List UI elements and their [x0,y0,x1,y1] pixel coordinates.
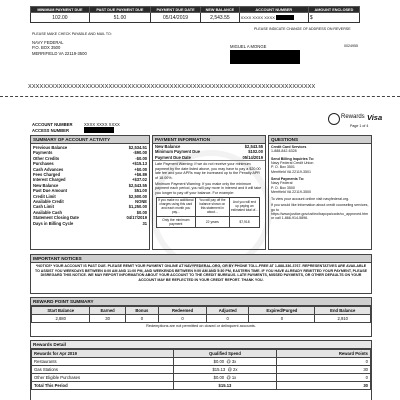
rewards-multiplier: @ 1x [226,375,237,380]
reward-summary-header: Redeemed [158,307,206,315]
payoff-cell: Only the minimum payment [157,216,196,227]
brand-visa: Visa [367,113,383,122]
rewards-detail-header: Qualified Spend [174,350,276,358]
payments-line: P. O. Box 3500 [271,185,295,190]
summary-row-value: $2,543.55 [128,182,147,188]
summary-row-label: Available Cash [33,209,62,215]
amount-enclosed-field[interactable] [308,13,359,23]
tear-line [0,96,400,97]
brand-rewards: Rewards [341,114,365,120]
payment-info-title: PAYMENT INFORMATION [153,136,265,144]
stub-header: ACCOUNT NUMBER [239,7,308,13]
reward-summary-value: 2,910 [315,315,371,323]
payee-city: MERRIFIELD VA 22119-3500 [32,50,87,56]
summary-row-label: Statement Closing Date [33,215,79,221]
cs-phone: 1-888-842-6328 [271,149,297,154]
rewards-total-row [32,382,371,390]
summary-row-value: $2,534.51 [128,145,147,150]
payoff-header: You will pay off the balance shown on this statement in about... [195,198,229,216]
rewards-detail-header: Rewards for Apr 2019 [32,350,174,358]
rewards-detail-header-row [32,350,371,358]
reward-summary-header: Adjusted [207,307,249,315]
reward-summary-value-row [32,315,371,323]
rewards-spend-amount: $0.00 [213,359,225,364]
rewards-spend [174,366,276,374]
summary-row-label: Payments [33,150,53,156]
amount-enclosed-symbol: $ [309,14,313,21]
cs-label: Credit Card Services [271,145,307,149]
billing-line: Navy Federal Credit Union [271,160,314,165]
payee-po: P.O. BOX 3500 [32,45,61,51]
rewards-total-spend: $15.13 [174,382,276,390]
rewards-total-label: Total This Period [32,382,174,390]
redaction [230,50,300,64]
notices-text: *NOTICE* YOUR ACCOUNT IS PAST DUE. PLEASE REMIT YOUR PAYMENT ONLINE AT NAVYFEDERAL.ORG, OR BY PHONE TOLL-FREE AT 1-888-336-3767. REPRESENTATIVES ARE AVAILABLE TO ASSIST YOU WEEKDAYS BETWEEN 8:00 AM AND 11:00 PM, AND WEEKENDS BETWEEN 9:00 AM AND 5:30 PM, EASTERN TIME. IF YOU HAVE ALREADY REMITTED YOUR PAYMENT, PLEASE DISREGARD THIS NOTICE. WE MAY REPORT INFORMATION ABOUT YOUR ACCOUNT TO THE CREDIT BUREAUS. LATE PAYMENTS, MISSED PAYMENTS, OR OTHER DEFAULTS ON YOUR ACCOUNT MAY BE REFLECTED IN YOUR CREDIT REPORT. THANK YOU. [34,264,367,282]
reward-summary-header-row [32,307,371,315]
questions-title: QUESTIONS [269,136,371,144]
summary-row-label: Past Due Amount [33,188,67,194]
summary-row-label: Purchases [33,161,54,167]
payoff-header: If you make no additional charges using this card and each month you pay... [157,198,196,216]
billing-line: Merrifield VA 22119-3501 [271,169,312,174]
stub-due-date: 05/14/2019 [150,13,200,23]
counsel-text: If you would like information about credit counseling services, go to https://www.justice.gov/ust/eo/bapcpa/ccde/cc_approved.htm or call 1-866-914-5896. [271,203,369,221]
rewards-detail-table [31,349,371,390]
reward-summary-value: 2,880 [32,315,90,323]
reward-summary-header: Start Balance [32,307,90,315]
reward-summary-value: 0 [249,315,315,323]
stub-header: AMOUNT ENCLOSED [308,7,359,13]
summary-rows [31,144,149,226]
payment-row-value: 05/14/2019 [242,154,263,160]
summary-row-value: 31 [142,220,147,226]
questions-box [268,135,372,250]
stub-new-balance: 2,543.55 [201,13,239,23]
summary-row-value: 04/17/2019 [126,215,147,221]
rewards-spend-amount: $0.00 [213,375,225,380]
summary-row-label: Fees Charged [33,172,61,178]
customer-code: 0024955 [344,44,358,48]
summary-row-label: Cash Advances [33,166,64,172]
summary-row-value: +$15.13 [132,161,147,167]
reward-summary-header: End Balance [315,307,371,315]
payoff-cell: 22 years [195,216,229,227]
payee-address [32,40,87,56]
stub-account-text: XXXX XXXX XXXX [240,14,275,20]
summary-row-label: New Balance [33,182,59,188]
reward-summary-value: 30 [90,315,125,323]
reward-summary-table [31,306,371,323]
stub-header: PAST DUE PAYMENT DUE [89,7,150,13]
rewards-spend [174,374,276,382]
rewards-detail-title: Rewards Detail [31,341,371,349]
payment-row-value: $102.00 [248,149,263,155]
summary-row-value: NONE [135,199,147,205]
payoff-cell: $7,918 [230,216,260,227]
stub-header: NEW BALANCE [201,7,239,13]
payment-row-value: $2,543.55 [244,144,263,149]
rewards-category: Restaurants [32,358,174,366]
billing-line: P. O. Box 3501 [271,165,295,170]
rewards-detail-row [32,366,371,374]
summary-row-value: -$0.00 [135,155,147,161]
reward-summary-value: 0 [207,315,249,323]
reward-summary-header: Expired/Purged [249,307,315,315]
questions-body [269,144,371,222]
redaction [84,127,114,133]
summary-row-value: +$37.02 [132,177,147,183]
min-payment-warning: Minimum Payment Warning: If you make only the minimum payment each period, you will pay more in interest and it will take you longer to pay off your balance. For example: [155,181,262,195]
rewards-detail-row [32,374,371,382]
payment-info-box [152,135,266,250]
reward-summary-value: 0 [158,315,206,323]
rewards-points: 0 [276,358,370,366]
reward-summary-header: Bonus [125,307,158,315]
summary-row-label: Other Credits [33,155,60,161]
reward-summary-title: REWARD POINT SUMMARY [31,298,371,306]
rewards-spend [174,358,276,366]
page-info: Page 1 of 4 [350,124,369,128]
notices-title: IMPORTANT NOTICES [31,255,371,263]
change-address-note: PLEASE INDICATE CHANGE OF ADDRESS ON REVERSE [254,27,351,31]
payable-note: PLEASE MAKE CHECK PAYABLE AND MAIL TO: [32,32,112,36]
summary-row [31,221,149,226]
rewards-multiplier: @ 3x [226,359,237,364]
stub-min-payment: 102.00 [31,13,90,23]
reward-summary-box [30,297,372,337]
summary-row-label: Available Credit [33,199,64,205]
rewards-detail-row [32,358,371,366]
reward-summary-value: 0 [125,315,158,323]
redaction [276,15,294,20]
rewards-detail-box [30,340,372,400]
customer-name: MIGUEL A MONGE [230,44,267,49]
payment-row-label: New Balance [155,144,181,149]
rewards-points: 0 [276,374,370,382]
payoff-header: And you will end up paying an estimated total of... [230,198,260,216]
reward-summary-header: Earned [90,307,125,315]
summary-row-value: -$90.00 [133,150,147,156]
payments-line: Navy Federal [271,181,293,186]
summary-row-label: Interest Charged [33,177,66,183]
account-number-value: XXXX XXXX XXXX [84,122,120,127]
payee-name: NAVY FEDERAL [32,40,64,45]
notices-box [30,254,372,294]
account-number-label: ACCOUNT NUMBER [32,122,73,127]
rewards-category: Other Eligible Purchases [32,374,174,382]
rewards-total-points: 30 [276,382,370,390]
logo-icon [328,113,340,125]
stub-account-number [239,13,308,23]
billing-label: Send Billing Inquiries To: [271,156,315,161]
payment-row-label: Minimum Payment Due [155,149,201,155]
rewards-detail-header: Reward Points [276,350,370,358]
payments-label: Send Payments To: [271,176,305,181]
online-text: To view your account online visit navyfederal.org. [271,197,350,202]
payment-row-label: Payment Due Date [155,154,191,160]
payments-line: Merrifield VA 22119-3500 [271,189,312,194]
stub-value-row [31,13,360,23]
payment-stub-table [30,6,360,23]
summary-title: SUMMARY OF ACCOUNT ACTIVITY [31,136,149,144]
late-payment-warning: Late Payment Warning: If we do not receive your minimum payment by the date listed above, you may have to pay a $20.00 late fee and your APRs may be increased up to the Penalty APR of 18.00%. [155,162,261,180]
access-number-label: ACCESS NUMBER [32,128,69,133]
reward-summary-note: Redemptions are not permitted on closed or delinquent accounts. [146,324,256,328]
summary-row-value: $1,250.00 [128,204,147,210]
rewards-points: 30 [276,366,370,374]
summary-row-label: Days in Billing Cycle [33,220,74,226]
summary-row-value: $2,500.00 [128,193,147,199]
rewards-category: Gas Stations [32,366,174,374]
stub-header: MINIMUM PAYMENT DUE [31,7,90,13]
stub-header: PAYMENT DUE DATE [150,7,200,13]
rewards-multiplier: @ 2x [227,367,238,372]
payoff-table [156,197,260,228]
summary-row-value: +$6.89 [134,172,147,178]
summary-row-value: $51.00 [134,188,147,194]
summary-row-value: $0.00 [136,209,147,215]
rewards-spend-amount: $15.13 [212,367,226,372]
summary-row-value: +$0.00 [134,166,147,172]
scanline: XXXXXXXXXXXXXXXXXXXXXXXXXXXXXXXXXXXXXXXXXXXXXXXXXXXXXXXXXXXXXXXXXXXXXXXXXXX [28,84,316,90]
summary-row-label: Credit Limit [33,193,56,199]
stub-past-due: 51.00 [89,13,150,23]
summary-row-label: Cash Limit [33,204,54,210]
summary-box [30,135,150,250]
summary-row-label: Previous Balance [33,145,68,150]
